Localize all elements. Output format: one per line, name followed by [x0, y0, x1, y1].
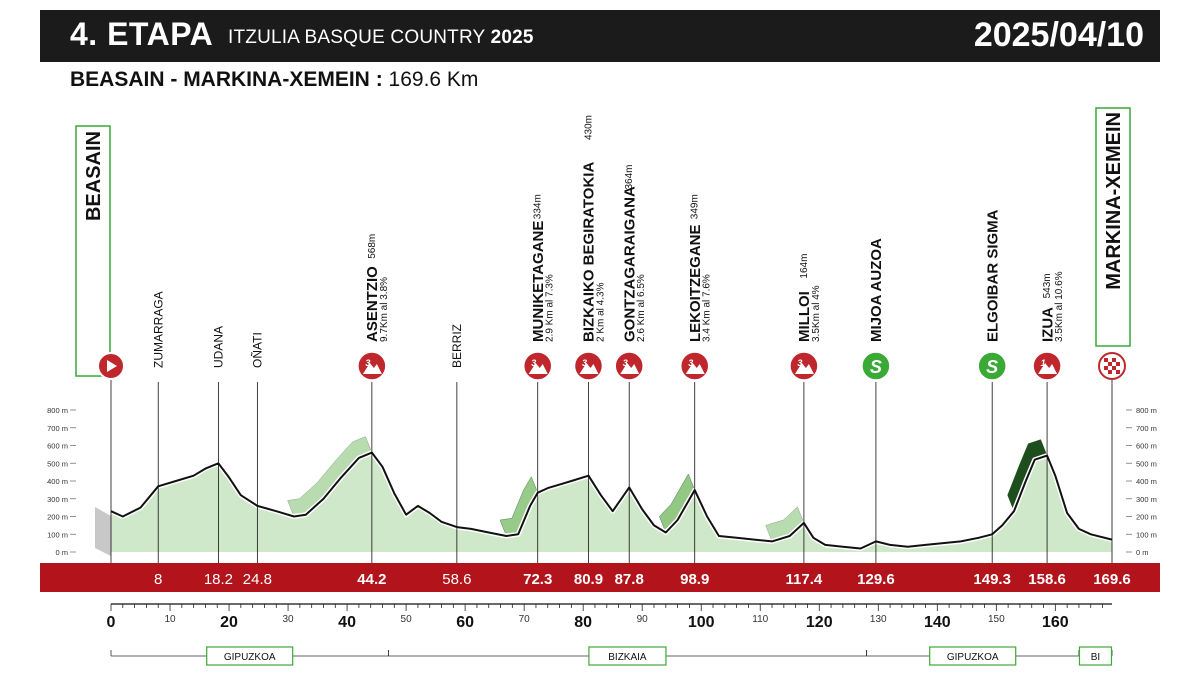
- km-band-label: 117.4: [785, 571, 823, 588]
- distance-major-label: 40: [338, 614, 356, 631]
- distance-minor-label: 90: [636, 614, 648, 625]
- climb-altitude-label: 164m: [798, 253, 810, 279]
- distance-major-label: 160: [1041, 614, 1069, 631]
- sprint-icon-letter: S: [986, 357, 999, 377]
- place-name-label: LEKOITZEGANE: [686, 224, 704, 342]
- start-town-label: BEASAIN: [83, 131, 105, 222]
- elevation-tick-label-right: 300 m: [1136, 494, 1157, 504]
- climb-category-label: 3: [365, 358, 371, 368]
- climb-altitude-label: 334m: [532, 194, 544, 220]
- climb-altitude-label: 543m: [1042, 273, 1054, 299]
- province-label: GIPUZKOA: [946, 652, 999, 663]
- elevation-tick-label-left: 200 m: [47, 512, 68, 522]
- km-band-label: 8: [154, 571, 163, 588]
- climb-category-label: 3: [797, 358, 803, 368]
- elevation-tick-label-left: 600 m: [47, 441, 68, 451]
- elevation-tick-label-right: 200 m: [1136, 512, 1157, 522]
- climb-length-gradient-label: 2 Km al 4.3%: [595, 282, 607, 342]
- place-name-label: MIJOA AUZOA: [868, 238, 886, 342]
- place-name-label: BERRIZ: [450, 323, 465, 368]
- distance-minor-label: 70: [518, 614, 530, 625]
- place-name-label: MILLOI: [796, 291, 814, 342]
- place-name-label: ZUMARRAGA: [151, 291, 166, 368]
- distance-minor-label: 130: [869, 614, 887, 625]
- elevation-tick-label-left: 400 m: [47, 477, 68, 486]
- checkered-square: [1104, 358, 1108, 362]
- place-name-label: GONTZAGARAIGANA: [621, 186, 639, 342]
- sprint-icon-letter: S: [869, 357, 882, 377]
- climb-length-gradient-label: 2.9 Km al 7.3%: [544, 274, 556, 342]
- elevation-tick-label-right: 400 m: [1136, 477, 1157, 486]
- route-start: BEASAIN -: [70, 68, 178, 91]
- climb-length-gradient-label: 2.6 Km al 6.5%: [636, 274, 648, 342]
- distance-minor-label: 110: [752, 614, 769, 625]
- km-band-label: 158.6: [1028, 571, 1066, 588]
- elevation-tick-label-left: 100 m: [47, 530, 68, 540]
- elevation-tick-label-left: 300 m: [47, 494, 68, 504]
- elevation-tick-label-left: 800 m: [47, 406, 68, 415]
- distance-major-label: 120: [805, 614, 833, 631]
- elevation-tick-label-right: 0 m: [1136, 548, 1149, 557]
- elevation-tick-label-right: 100 m: [1136, 530, 1157, 540]
- stage-date: 2025/04/10: [973, 16, 1144, 54]
- km-band-label: 149.3: [973, 571, 1011, 588]
- climb-altitude-label: 349m: [689, 194, 701, 220]
- place-name-label: BIZKAIKO BEGIRATOKIA: [580, 161, 598, 342]
- elevation-tick-label-right: 600 m: [1136, 441, 1157, 451]
- km-band-label: 58.6: [442, 571, 472, 588]
- km-band-label: 24.8: [242, 571, 272, 588]
- place-name-label: IZUA: [1039, 307, 1057, 342]
- place-name-label: UDANA: [211, 325, 226, 368]
- checkered-square: [1108, 362, 1112, 366]
- distance-minor-label: 50: [400, 614, 412, 625]
- elevation-tick-label-right: 500 m: [1136, 459, 1157, 469]
- climb-altitude-label: 568m: [366, 233, 378, 259]
- finish-town-label: MARKINA-XEMEIN: [1103, 112, 1125, 290]
- place-name-label: OÑATI: [250, 332, 265, 368]
- place-name-label: ELGOIBAR SIGMA: [984, 209, 1002, 342]
- distance-major-label: 60: [456, 614, 475, 631]
- checkered-square: [1112, 366, 1116, 370]
- climb-altitude-label: 364m: [624, 164, 636, 190]
- elevation-tick-label-left: 0 m: [55, 548, 68, 557]
- climb-category-label: 3: [531, 358, 537, 368]
- distance-major-label: 20: [220, 614, 238, 631]
- race-year: 2025: [490, 27, 534, 48]
- climb-altitude-label: 430m: [583, 114, 595, 140]
- km-band-label: 169.6: [1093, 571, 1131, 588]
- checkered-square: [1112, 358, 1116, 362]
- distance-minor-label: 30: [282, 614, 294, 625]
- profile-area: [111, 453, 1112, 552]
- climb-category-label: 3: [622, 358, 628, 368]
- km-band-label: 129.6: [857, 571, 895, 588]
- elevation-tick-label-left: 700 m: [47, 423, 68, 433]
- km-band-label: 72.3: [523, 571, 553, 588]
- distance-minor-label: 150: [987, 614, 1005, 625]
- route-distance: 169.6 Km: [388, 68, 479, 91]
- climb-length-gradient-label: 3.4 Km al 7.6%: [701, 274, 713, 342]
- route-separator: :: [369, 68, 389, 91]
- province-label: GIPUZKOA: [223, 652, 276, 663]
- distance-major-label: 100: [687, 614, 715, 631]
- km-band-label: 44.2: [357, 571, 387, 588]
- climb-category-label: 1: [1040, 358, 1046, 368]
- place-name-label: ASENTZIO: [364, 266, 382, 342]
- race-title: ITZULIA BASQUE COUNTRY: [228, 27, 486, 48]
- climb-length-gradient-label: 9.7Km al 3.8%: [378, 276, 390, 342]
- checkered-square: [1116, 370, 1120, 374]
- distance-major-label: 80: [574, 614, 593, 631]
- province-label: BIZKAIA: [608, 652, 647, 663]
- climb-category-label: 3: [688, 358, 694, 368]
- place-name-label: MUNIKETAGANE: [529, 220, 547, 342]
- elevation-tick-label-right: 800 m: [1136, 406, 1157, 415]
- checkered-square: [1116, 362, 1120, 366]
- climb-length-gradient-label: 3.5Km al 10.6%: [1054, 271, 1066, 342]
- distance-minor-label: 10: [164, 614, 176, 625]
- profile-base-side: [95, 507, 111, 556]
- km-band-label: 87.8: [614, 571, 644, 588]
- province-label: BI: [1090, 652, 1101, 663]
- km-band-label: 18.2: [203, 571, 234, 588]
- climb-category-label: 3: [581, 358, 587, 368]
- checkered-square: [1108, 370, 1112, 374]
- checkered-square: [1104, 366, 1108, 370]
- climb-length-gradient-label: 3.5Km al 4%: [810, 285, 822, 342]
- km-band-label: 98.9: [680, 571, 710, 588]
- stage-number: 4. ETAPA: [70, 16, 214, 52]
- distance-major-label: 140: [923, 614, 951, 631]
- km-band-label: 80.9: [573, 571, 604, 588]
- elevation-tick-label-left: 500 m: [47, 459, 68, 469]
- elevation-tick-label-right: 700 m: [1136, 423, 1157, 433]
- route-finish: MARKINA-XEMEIN: [183, 68, 370, 91]
- distance-major-label: 0: [106, 614, 116, 631]
